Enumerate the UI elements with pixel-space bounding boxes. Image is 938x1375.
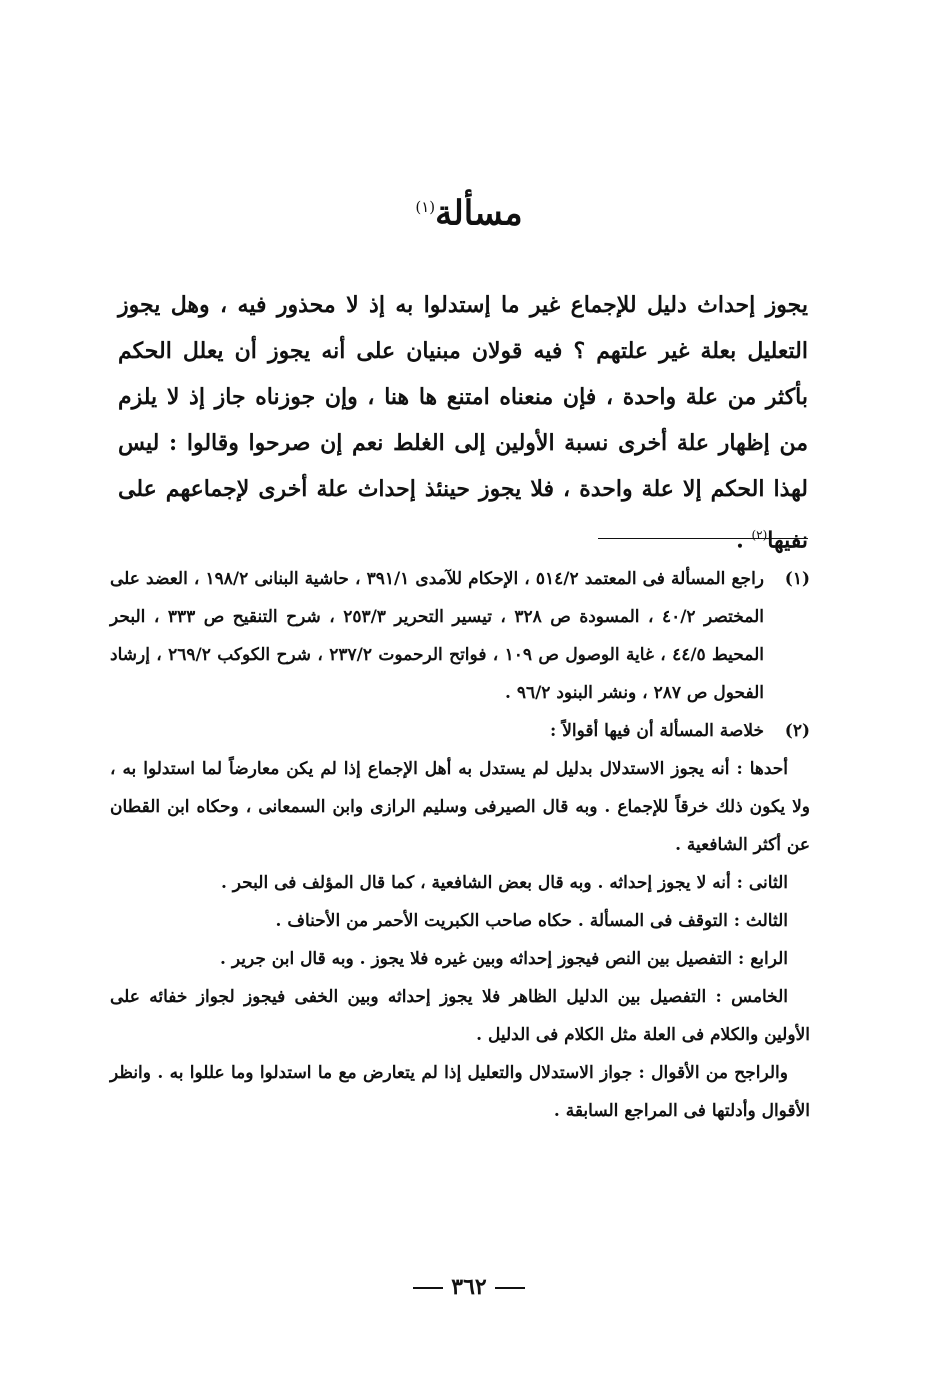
page-number-dash-right [495,1287,525,1289]
title-footnote-marker: (١) [415,198,436,216]
main-paragraph [118,282,808,563]
page-number-text: ٣٦٢ [451,1274,487,1300]
footnote-separator [598,538,808,539]
footnote-2 [110,712,810,750]
footnote-2-opinion-2: الثانى : أنه لا يجوز إحداثه . وبه قال بعض الشافعية ، كما قال المؤلف فى البحر . [220,873,788,893]
footnotes-section [110,560,810,1130]
footnote-2-opinion-1: أحدها : أنه يجوز الاستدلال بدليل لم يستدل به أهل الإجماع إذا لم يكن معارضاً لما استدلوا به ، ولا يكون ذلك خرقاً للإجماع . وبه قال الصيرفى وسليم الرازى وابن السمعانى ، وحكاه ابن القطان عن أكثر الشافعية . [110,759,810,855]
page-number [0,1272,938,1302]
footnote-2-opinion-3: الثالث : التوقف فى المسألة . حكاه صاحب الكبريت الأحمر من الأحناف . [275,911,788,931]
title-text: مسألة [435,193,523,234]
page-title [0,185,938,235]
footnote-1-text: راجع المسألة فى المعتمد ٥١٤/٢ ، الإحكام للآمدى ٣٩١/١ ، حاشية البنانى ١٩٨/٢ ، العضد على المختصر ٤٠/٢ ، المسودة ص ٣٢٨ ، تيسير التحرير ٢٥٣/٣ ، شرح التنقيح ص ٣٣٣ ، البحر المحيط ٤٤/٥ ، غاية الوصول ص ١٠٩ ، فواتح الرحموت ٢٣٧/٢ ، شرح الكوكب ٢٦٩/٢ ، إرشاد الفحول ص ٢٨٧ ، ونشر البنود ٩٦/٢ . [110,569,765,703]
page-number-dash-left [413,1287,443,1289]
body-footnote-marker: (٢) [751,528,768,542]
main-paragraph-end: . [736,527,752,554]
main-paragraph-text: يجوز إحداث دليل للإجماع غير ما إستدلوا به إذ لا محذور فيه ، وهل يجوز التعليل بعلة غير علتهم ؟ فيه قولان مبنيان على أنه يجوز أن يعلل الحكم بأكثر من علة واحدة ، فإن منعناه امتنع ها هنا ، وإن جوزناه جاز إذ لا يلزم من إظهار علة أخرى نسبة الأولين إلى الغلط نعم إن صرحوا وقالوا : ليس لهذا الحكم إلا علة واحدة ، فلا يجوز حينئذ إحداث علة أخرى لإجماعهم على نفيها [118,292,809,554]
footnote-2-conclusion: والراجح من الأقوال : جواز الاستدلال والتعليل إذا لم يتعارض مع ما استدلوا وما عللوا به . وانظر الأقوال وأدلتها فى المراجع السابقة . [110,1063,810,1121]
footnote-2-opinion-4: الرابع : التفصيل بين النص فيجوز إحداثه وبين غيره فلا يجوز . وبه قال ابن جرير . [220,949,788,969]
footnote-1-number: (١) [784,569,810,589]
footnote-2-number: (٢) [784,721,810,741]
footnote-1 [110,560,810,712]
footnote-2-opinion-5: الخامس : التفصيل بين الدليل الظاهر فلا يجوز إحداثه وبين الخفى فيجوز لجواز خفائه على الأولين والكلام فى العلة مثل الكلام فى الدليل . [110,987,810,1045]
footnote-2-intro: خلاصة المسألة أن فيها أقوالاً : [550,721,764,741]
